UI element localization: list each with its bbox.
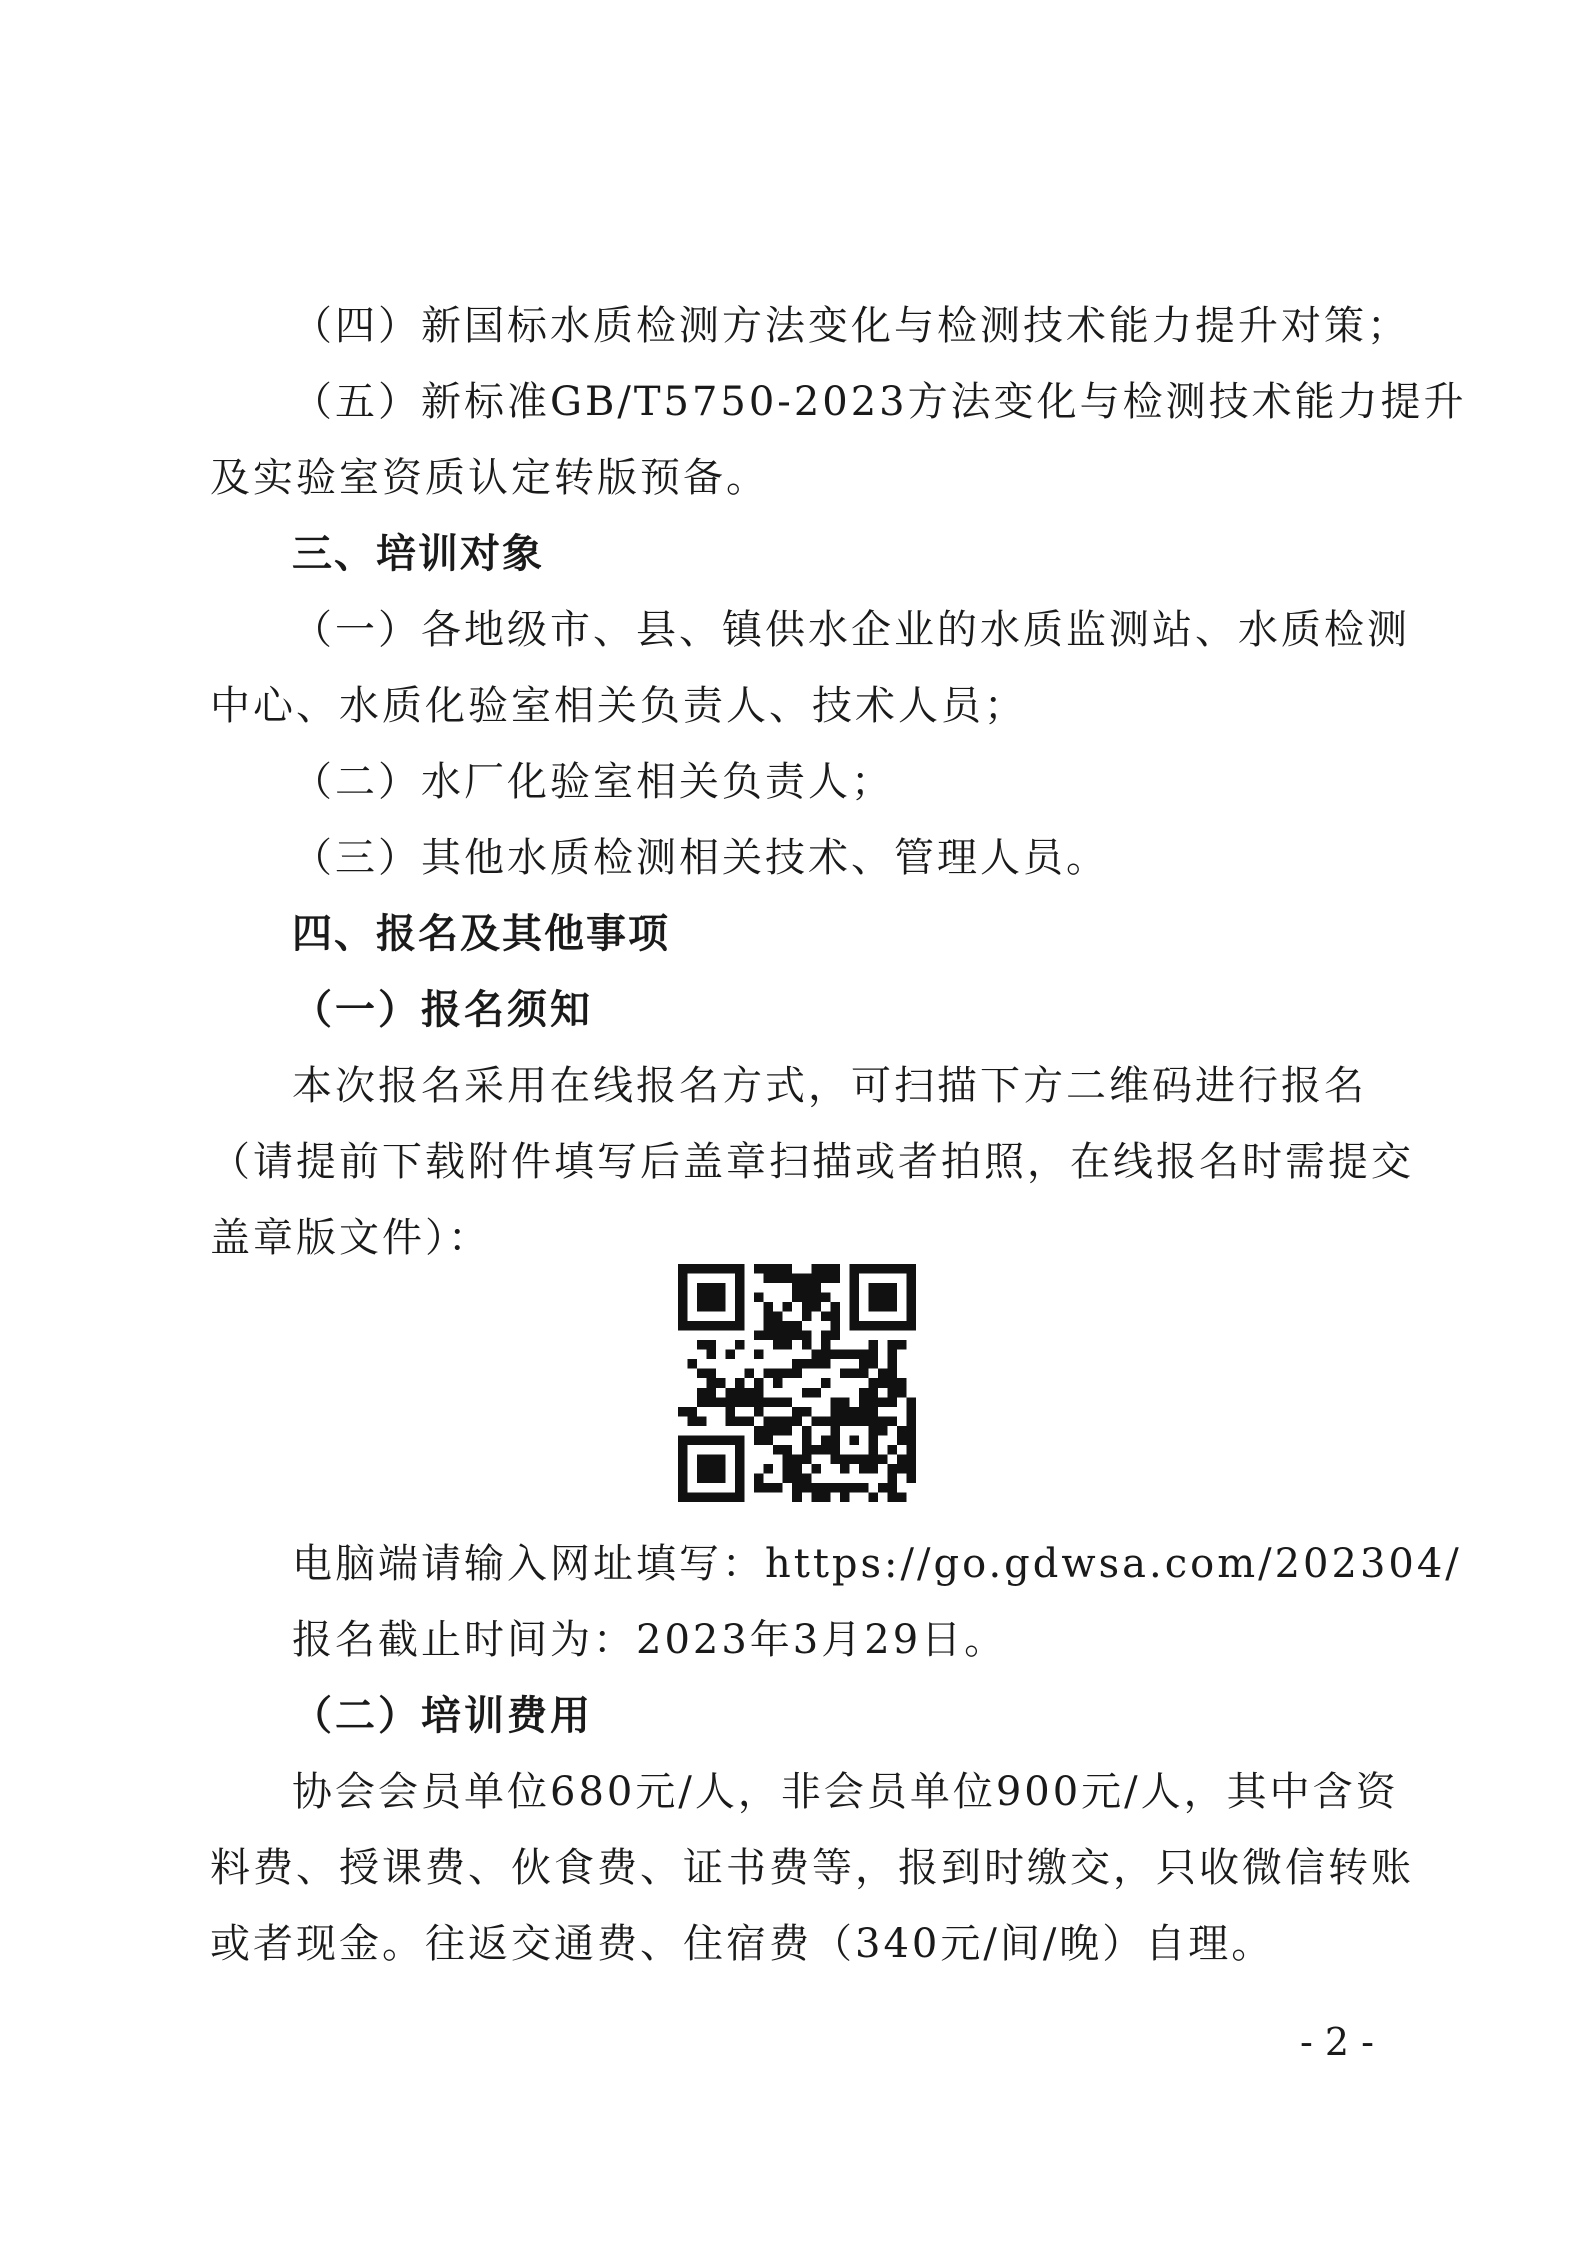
page-number: - 2 -: [1300, 2020, 1375, 2064]
subsection-heading: （一）报名须知: [292, 986, 593, 1033]
paragraph-line: （二）水厂化验室相关负责人；: [292, 759, 894, 805]
paragraph-line: （五）新标准GB/T5750-2023方法变化与检测技术能力提升: [292, 379, 1467, 425]
paragraph-line: 或者现金。往返交通费、住宿费（340元/间/晚）自理。: [210, 1921, 1275, 1967]
subsection-heading: （二）培训费用: [292, 1692, 593, 1739]
paragraph-line: （请提前下载附件填写后盖章扫描或者拍照，在线报名时需提交: [210, 1139, 1414, 1185]
paragraph-line: 盖章版文件）：: [210, 1215, 491, 1261]
paragraph-line: 协会会员单位680元/人，非会员单位900元/人，其中含资: [292, 1769, 1399, 1815]
section-heading: 四、报名及其他事项: [292, 911, 670, 957]
paragraph-line: 及实验室资质认定转版预备。: [210, 455, 769, 501]
paragraph-line: 料费、授课费、伙食费、证书费等，报到时缴交，只收微信转账: [210, 1845, 1414, 1891]
paragraph-line: （一）各地级市、县、镇供水企业的水质监测站、水质检测: [292, 607, 1410, 653]
paragraph-line: （四）新国标水质检测方法变化与检测技术能力提升对策；: [292, 303, 1410, 349]
section-heading: 三、培训对象: [292, 531, 544, 577]
paragraph-line: 本次报名采用在线报名方式，可扫描下方二维码进行报名: [292, 1063, 1367, 1109]
paragraph-line: 报名截止时间为：2023年3月29日。: [292, 1617, 1008, 1663]
paragraph-line: （三）其他水质检测相关技术、管理人员。: [292, 835, 1109, 881]
paragraph-line: 中心、水质化验室相关负责人、技术人员；: [210, 683, 1027, 729]
qr-code-icon[interactable]: [678, 1264, 916, 1502]
registration-url[interactable]: 电脑端请输入网址填写：https://go.gdwsa.com/202304/: [292, 1541, 1462, 1587]
